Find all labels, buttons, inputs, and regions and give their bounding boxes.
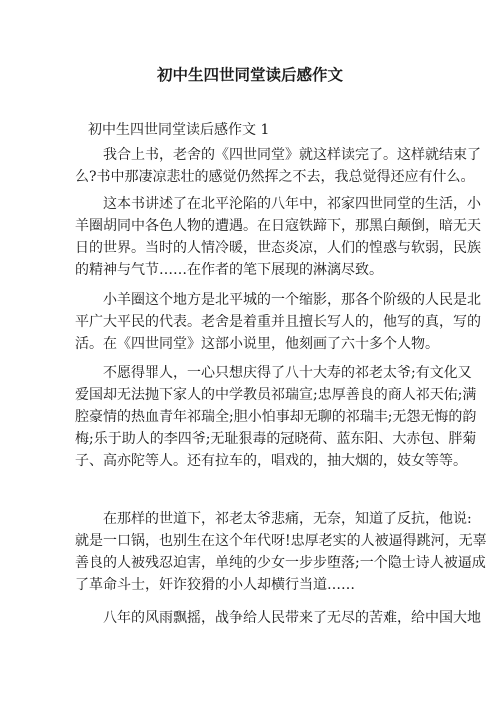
paragraph-line: 羊圈胡同中各色人物的遭遇。在日寇铁蹄下，那黑白颠倒，暗无天 bbox=[75, 218, 481, 234]
paragraph-6 bbox=[75, 607, 481, 629]
paragraph-line: 日的世界。当时的人情冷暖，世态炎凉，人们的惶惑与软弱，民族 bbox=[75, 240, 481, 256]
paragraph-line: 在那样的世道下，祁老太爷悲痛，无奈，知道了反抗，他说: bbox=[103, 511, 472, 527]
paragraph-line: 不愿得罪人，一心只想庆得了八十大寿的祁老太爷;有文化又 bbox=[103, 365, 472, 381]
paragraph-5 bbox=[75, 508, 487, 596]
paragraph-line: 我合上书，老舍的《四世同堂》就这样读完了。这样就结束了 bbox=[103, 147, 481, 163]
paragraph-line: 腔豪情的热血青年祁瑞全;胆小怕事却无聊的祁瑞丰;无怨无悔的韵 bbox=[75, 409, 477, 425]
paragraph-line: 就是一口锅，也别生在这个年代呀!忠厚老实的人被逼得跳河，无辜 bbox=[75, 533, 487, 549]
paragraph-line: 善良的人被残忍迫害，单纯的少女一步步堕落;一个隐士诗人被逼成 bbox=[75, 555, 486, 571]
paragraph-line: 子、高亦陀等人。还有拉车的，唱戏的，抽大烟的，妓女等等。 bbox=[75, 453, 467, 469]
paragraph-4 bbox=[75, 362, 477, 472]
paragraph-line: 爱国却无法抛下家人的中学教员祁瑞宣;忠厚善良的商人祁天佑;满 bbox=[75, 387, 477, 403]
paragraph-line: 了革命斗士，奸诈狡猾的小人却横行当道…… bbox=[75, 577, 355, 593]
paragraph-line: 小羊圈这个地方是北平城的一个缩影，那各个阶级的人民是北 bbox=[103, 292, 481, 308]
paragraph-line: 么?书中那凄凉悲壮的感觉仍然挥之不去，我总觉得还应有什么。 bbox=[75, 169, 475, 185]
document-subtitle: 初中生四世同堂读后感作文 1 bbox=[88, 122, 270, 138]
paragraph-line: 这本书讲述了在北平沦陷的八年中，祁家四世同堂的生活，小 bbox=[103, 196, 481, 212]
paragraph-line: 的精神与气节……在作者的笔下展现的淋漓尽致。 bbox=[75, 262, 383, 278]
document-title: 初中生四世同堂读后感作文 bbox=[156, 65, 343, 84]
paragraph-2 bbox=[75, 193, 481, 281]
paragraph-line: 八年的风雨飘摇，战争给人民带来了无尽的苦难，给中国大地 bbox=[103, 610, 481, 626]
paragraph-line: 活。在《四世同堂》这部小说里，他刻画了六十多个人物。 bbox=[75, 336, 439, 352]
paragraph-1 bbox=[75, 144, 481, 188]
paragraph-line: 平广大平民的代表。老舍是着重并且擅长写人的，他写的真，写的 bbox=[75, 314, 481, 330]
paragraph-3 bbox=[75, 289, 481, 355]
paragraph-line: 梅;乐于助人的李四爷;无耻狠毒的冠晓荷、蓝东阳、大赤包、胖菊 bbox=[75, 431, 477, 447]
